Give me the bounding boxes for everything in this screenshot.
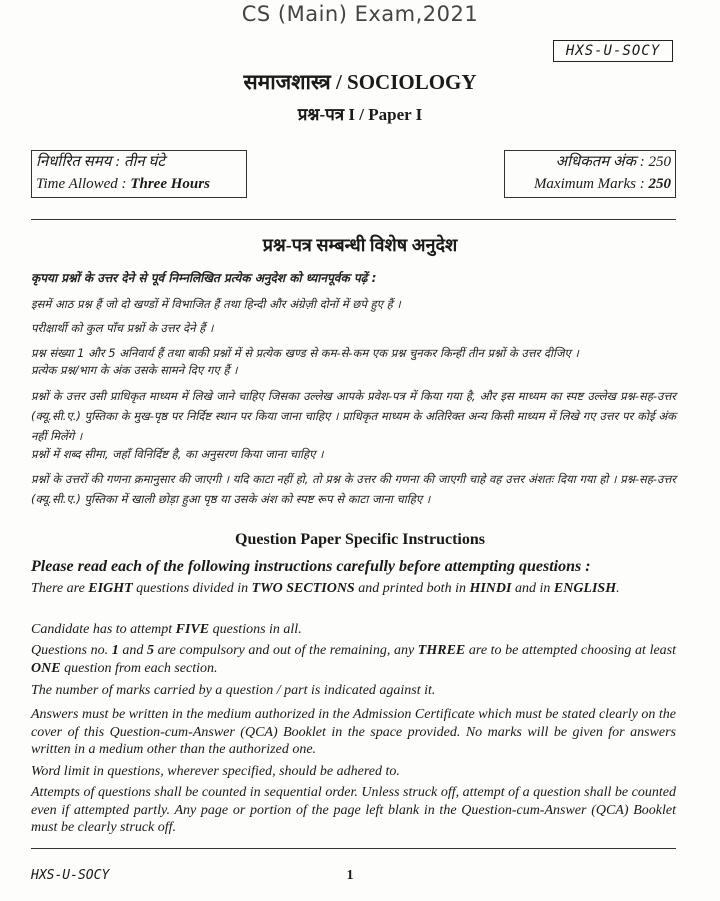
hindi-instruction-3: प्रश्न संख्या 1 और 5 अनिवार्य हैं तथा बाकी प्रश्नों में से प्रत्येक खण्ड से कम-से-कम एक प्रश्न चुनकर किन्हीं तीन प्रश्नों के उत्तर दीजिए । bbox=[31, 346, 579, 360]
emphasis: FIVE bbox=[175, 622, 210, 637]
hindi-instructions-heading: प्रश्न-पत्र सम्बन्धी विशेष अनुदेश bbox=[262, 235, 458, 255]
emphasis: EIGHT bbox=[88, 581, 133, 596]
text: are compulsory and out of the remaining, any bbox=[154, 643, 418, 658]
emphasis: TWO SECTIONS bbox=[251, 581, 355, 596]
time-allowed-hindi: निर्धारित समय : तीन घंटे bbox=[36, 154, 165, 170]
hindi-instruction-1: इसमें आठ प्रश्न हैं जो दो खण्डों में विभाजित हैं तथा हिन्दी और अंग्रेज़ी दोनों में छपे हुए हैं । bbox=[31, 297, 401, 311]
text: There are bbox=[31, 581, 89, 596]
paper-number: प्रश्न-पत्र I / Paper I bbox=[297, 105, 423, 124]
maximum-marks-english bbox=[505, 173, 671, 195]
paper-title: समाजशास्त्र / SOCIOLOGY bbox=[243, 70, 477, 94]
text: and printed both in bbox=[354, 581, 470, 596]
exam-header: CS (Main) Exam,2021 bbox=[241, 2, 479, 26]
english-instruction-2 bbox=[31, 621, 676, 639]
emphasis: 5 bbox=[147, 643, 155, 658]
hindi-instruction-2: परीक्षार्थी को कुल पाँच प्रश्नों के उत्तर देने हैं । bbox=[31, 321, 214, 335]
text: Questions no. bbox=[31, 643, 112, 658]
english-instruction-7: Attempts of questions shall be counted in sequential order. Unless struck off, attempt of a question shall be counted even if attempted partly. Any page or portion of the page left blank in the Question-cum-Answer (QCA) Booklet must be clearly struck off. bbox=[31, 785, 676, 835]
maximum-marks-hindi: अधिकतम अंक : 250 bbox=[555, 154, 671, 170]
hindi-instruction-5: प्रश्नों के उत्तर उसी प्राधिकृत माध्यम में लिखे जाने चाहिए जिसका उल्लेख आपके प्रवेश-पत्र में किया गया है, और इस माध्यम का स्पष्ट उल्लेख प्रश्न-सह-उत्तर (क्यू.सी.ए.) पुस्तिका के मुख-पृष्ठ पर निर्दिष्ट स्थान पर किया जाना चाहिए । प्राधिकृत माध्यम के अतिरिक्त अन्य किसी माध्यम में लिखे गए उत्तर पर कोई अंक नहीं मिलेंगे । bbox=[31, 389, 676, 443]
english-instruction-5: Answers must be written in the medium authorized in the Admission Certificate which must be stated clearly on the cover of this Question-cum-Answer (QCA) Booklet in the space provided. No marks will be given for answers written in a medium other than the authorized one. bbox=[31, 707, 676, 757]
text: and bbox=[118, 643, 148, 658]
hindi-instruction-6: प्रश्नों में शब्द सीमा, जहाँ विनिर्दिष्ट है, का अनुसरण किया जाना चाहिए । bbox=[31, 447, 324, 461]
english-instructions-heading: Question Paper Specific Instructions bbox=[235, 531, 485, 548]
time-allowed-box bbox=[31, 150, 247, 198]
page-number: 1 bbox=[346, 868, 354, 883]
maximum-marks-value: 250 bbox=[648, 176, 671, 192]
emphasis: HINDI bbox=[469, 581, 512, 596]
emphasis: ONE bbox=[31, 660, 61, 676]
english-instructions-lead: Please read each of the following instructions carefully before attempting questions : bbox=[31, 558, 591, 575]
divider-bottom bbox=[31, 848, 676, 849]
paper-code-box: HXS-U-SOCY bbox=[553, 40, 673, 62]
english-instruction-6: Word limit in questions, wherever specified, should be adhered to. bbox=[31, 764, 400, 779]
text: are to be attempted choosing at least bbox=[465, 643, 677, 658]
emphasis: 1 bbox=[111, 643, 119, 658]
hindi-instructions-lead: कृपया प्रश्नों के उत्तर देने से पूर्व निम्नलिखित प्रत्येक अनुदेश को ध्यानपूर्वक पढ़ें : bbox=[31, 271, 377, 285]
emphasis: ENGLISH bbox=[553, 581, 617, 596]
time-allowed-english bbox=[36, 173, 246, 195]
hindi-instruction-7: प्रश्नों के उत्तरों की गणना क्रमानुसार की जाएगी । यदि काटा नहीं हो, तो प्रश्न के उत्तर की गणना की जाएगी चाहे वह उत्तर अंशतः दिया गया हो । प्रश्न-सह-उत्तर (क्यू.सी.ए.) पुस्तिका में खाली छोड़ा हुआ पृष्ठ या उसके अंश को स्पष्ट रूप से काटा जाना चाहिए । bbox=[31, 472, 676, 506]
text: questions in all. bbox=[209, 622, 302, 637]
text: . bbox=[616, 581, 620, 596]
english-instruction-3 bbox=[31, 642, 676, 677]
hindi-instruction-4: प्रत्येक प्रश्न/भाग के अंक उसके सामने दिए गए हैं । bbox=[31, 363, 238, 377]
text: Candidate has to attempt bbox=[31, 622, 176, 637]
time-allowed-label: Time Allowed : bbox=[36, 176, 131, 192]
maximum-marks-box bbox=[504, 150, 676, 198]
footer-paper-code: HXS-U-SOCY bbox=[31, 868, 110, 883]
english-instruction-1 bbox=[31, 580, 676, 598]
text: and in bbox=[511, 581, 554, 596]
english-instruction-4: The number of marks carried by a question / part is indicated against it. bbox=[31, 683, 436, 698]
text: questions divided in bbox=[132, 581, 252, 596]
time-allowed-value: Three Hours bbox=[130, 176, 210, 192]
divider-top bbox=[31, 219, 676, 220]
maximum-marks-label: Maximum Marks : bbox=[533, 176, 649, 192]
emphasis: THREE bbox=[417, 643, 466, 658]
text: question from each section. bbox=[60, 660, 218, 676]
